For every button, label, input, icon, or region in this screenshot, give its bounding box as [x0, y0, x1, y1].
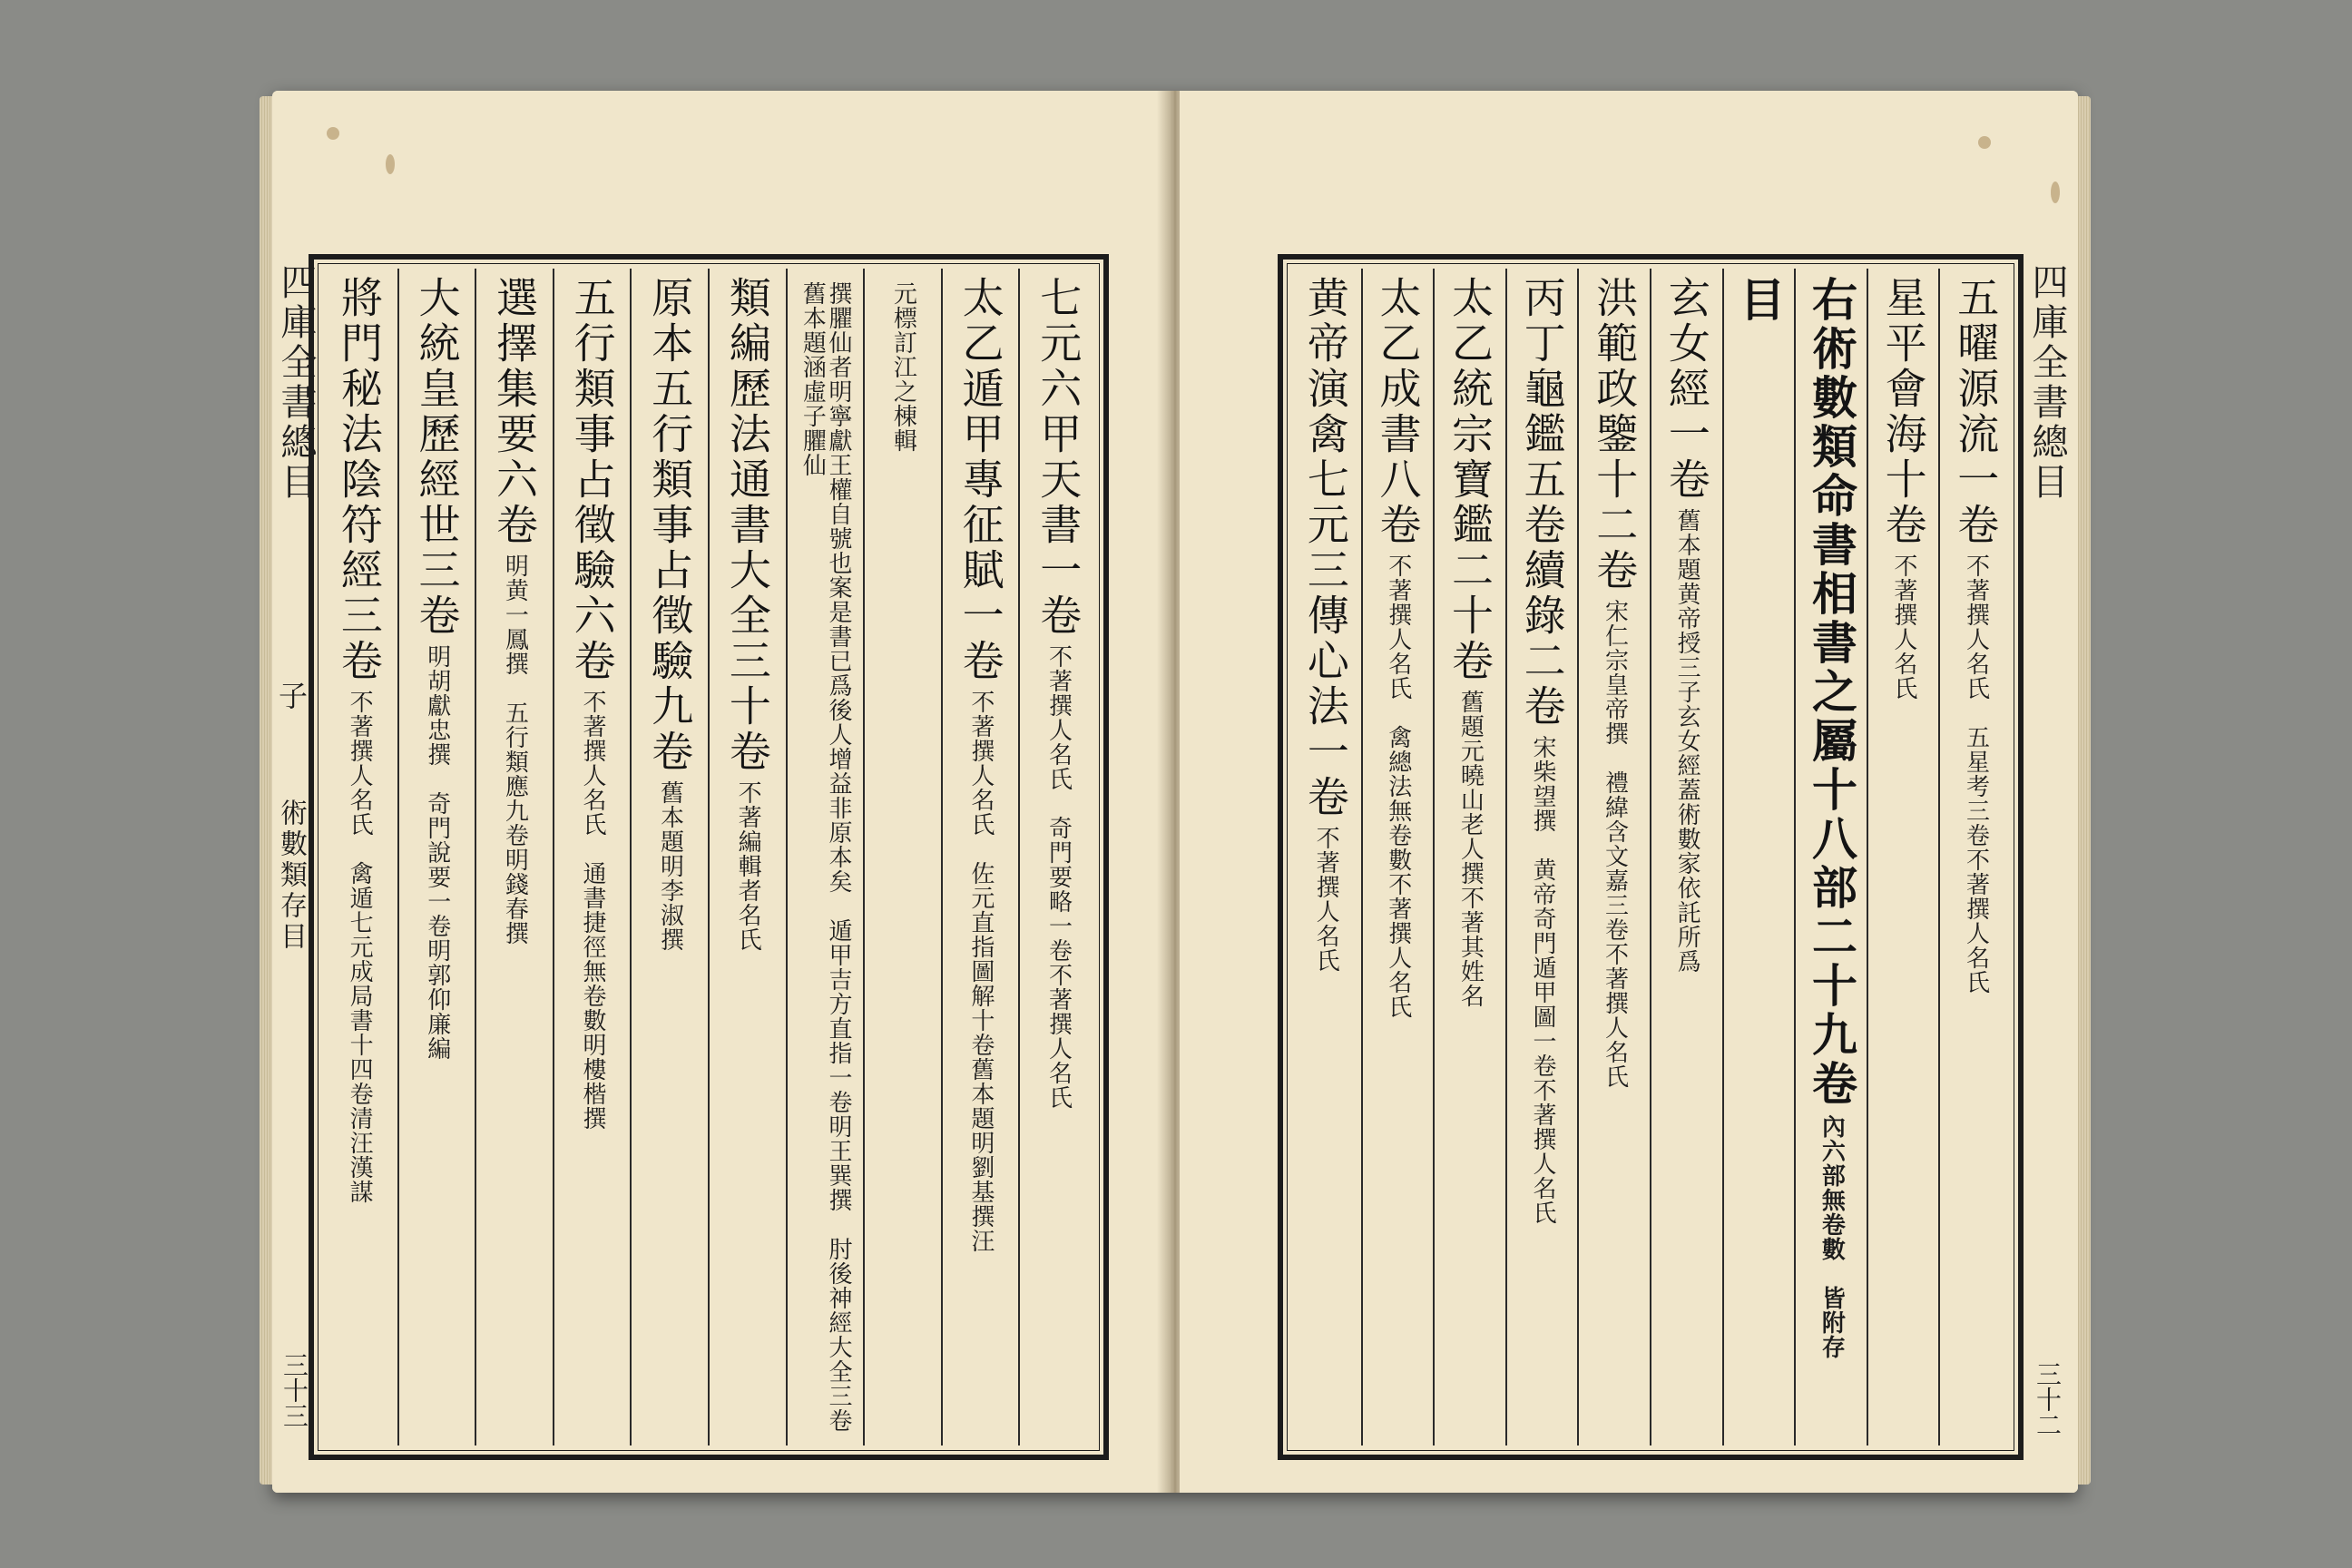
column-note-text: 撰臞仙者明寧獻王權自號也案是書已爲後人增益非原本矣 遁甲吉方直指一卷明王巽撰 肘後神經大全三卷舊本題涵虛子臞仙: [799, 281, 853, 1433]
column-main-text: 黄帝演禽七元三傳心法一卷: [1300, 276, 1350, 820]
column-note-text: 不著撰人名氏: [1312, 826, 1340, 973]
text-column: [863, 269, 941, 1446]
column-note-text: 不著編輯者名氏: [734, 780, 762, 952]
column-note-text: 不著撰人名氏 佐元直指圖解十卷舊本題明劉基撰汪: [966, 690, 995, 1253]
text-column: [1577, 269, 1650, 1446]
column-note-text: 不著撰人名氏 奇門要略一卷不著撰人名氏: [1044, 644, 1073, 1110]
text-column: [1290, 269, 1361, 1446]
left-margin-title: 四庫全書總目: [275, 263, 317, 503]
left-margin-category: 術數類存目: [275, 799, 307, 953]
column-main-text: 丙丁龜鑑五卷續錄二卷: [1517, 276, 1567, 730]
column-note-text: 元標訂江之棟輯: [889, 281, 917, 453]
text-column: [1018, 269, 1096, 1446]
column-main-text: 類編歷法通書大全三十卷: [722, 276, 772, 775]
right-margin-title: 四庫全書總目: [2026, 263, 2068, 503]
column-main-text: 目: [1732, 276, 1787, 325]
column-main-text: 五行類事占徵驗六卷: [567, 276, 617, 684]
column-note-text: 不著撰人名氏 禽總法無卷數不著撰人名氏: [1384, 554, 1412, 1019]
left-margin-section: 子: [274, 681, 309, 713]
left-page: [272, 91, 1171, 1493]
column-note-text: 舊題元曉山老人撰不著其姓名: [1456, 690, 1485, 1008]
column-main-text: 將門秘法陰符經三卷: [334, 276, 384, 684]
column-main-text: 洪範政鑒十二卷: [1590, 276, 1640, 593]
text-column: [708, 269, 786, 1446]
column-note-text: 不著撰人名氏 五星考三卷不著撰人名氏: [1962, 554, 1990, 995]
page-edges-right: [2076, 96, 2091, 1485]
column-note-text: 舊本題明李淑撰: [656, 780, 684, 952]
right-page: [1180, 91, 2078, 1493]
column-main-text: 玄女經一卷: [1661, 276, 1711, 503]
column-note-text: 明胡獻忠撰 奇門說要一卷明郭仰廉編: [423, 644, 451, 1061]
column-main-text: 太乙統宗寶鑑二十卷: [1446, 276, 1495, 684]
text-column: [1650, 269, 1722, 1446]
paper-stain: [2051, 181, 2060, 203]
column-main-text: 星平會海十卷: [1878, 276, 1928, 548]
text-column: [1794, 269, 1867, 1446]
column-main-text: 選擇集要六卷: [490, 276, 540, 548]
column-note-text: 內六部無卷數 皆附存: [1818, 1114, 1846, 1359]
text-column: [1433, 269, 1505, 1446]
column-main-text: 原本五行類事占徵驗九卷: [645, 276, 695, 775]
column-main-text: 右術數類命書相書之屬十八部二十九卷: [1805, 276, 1859, 1109]
column-main-text: 太乙成書八卷: [1373, 276, 1423, 548]
text-column: [786, 269, 864, 1446]
column-note-text: 不著撰人名氏 通書捷徑無卷數明樓楷撰: [578, 690, 606, 1131]
column-note-text: 宋柴望撰 黄帝奇門遁甲圖一卷不著撰人名氏: [1528, 735, 1556, 1225]
paper-stain: [386, 154, 395, 174]
column-note-text: 明黄一鳳撰 五行類應九卷明錢春撰: [501, 554, 529, 946]
open-book: [272, 91, 2078, 1493]
text-column: [941, 269, 1019, 1446]
text-column: [1361, 269, 1434, 1446]
right-text-frame: [1278, 254, 2024, 1460]
left-page-number: 三十三: [279, 1352, 309, 1428]
right-page-number: 三十二: [2033, 1361, 2063, 1437]
text-column: [553, 269, 631, 1446]
text-column: [397, 269, 475, 1446]
text-column: [1938, 269, 2011, 1446]
column-main-text: 太乙遁甲專征賦一卷: [956, 276, 1005, 684]
left-text-frame: [309, 254, 1109, 1460]
left-columns: [321, 269, 1096, 1446]
text-column: [630, 269, 708, 1446]
text-column: [321, 269, 397, 1446]
column-note-text: 舊本題黄帝授三子玄女經蓋術數家依託所爲: [1673, 508, 1701, 974]
right-columns: [1290, 269, 2011, 1446]
text-column: [1722, 269, 1795, 1446]
text-column: [1867, 269, 1939, 1446]
column-main-text: 七元六甲天書一卷: [1034, 276, 1083, 639]
paper-stain: [1978, 136, 1991, 149]
column-main-text: 五曜源流一卷: [1951, 276, 2001, 548]
paper-stain: [327, 127, 339, 140]
text-column: [475, 269, 553, 1446]
column-note-text: 不著撰人名氏 禽遁七元成局書十四卷清汪漢謀: [346, 690, 374, 1204]
column-note-text: 宋仁宗皇帝撰 禮緯含文嘉三卷不著撰人名氏: [1601, 599, 1629, 1089]
column-note-text: 不著撰人名氏: [1889, 554, 1917, 701]
column-main-text: 大統皇歷經世三卷: [412, 276, 462, 639]
text-column: [1505, 269, 1578, 1446]
